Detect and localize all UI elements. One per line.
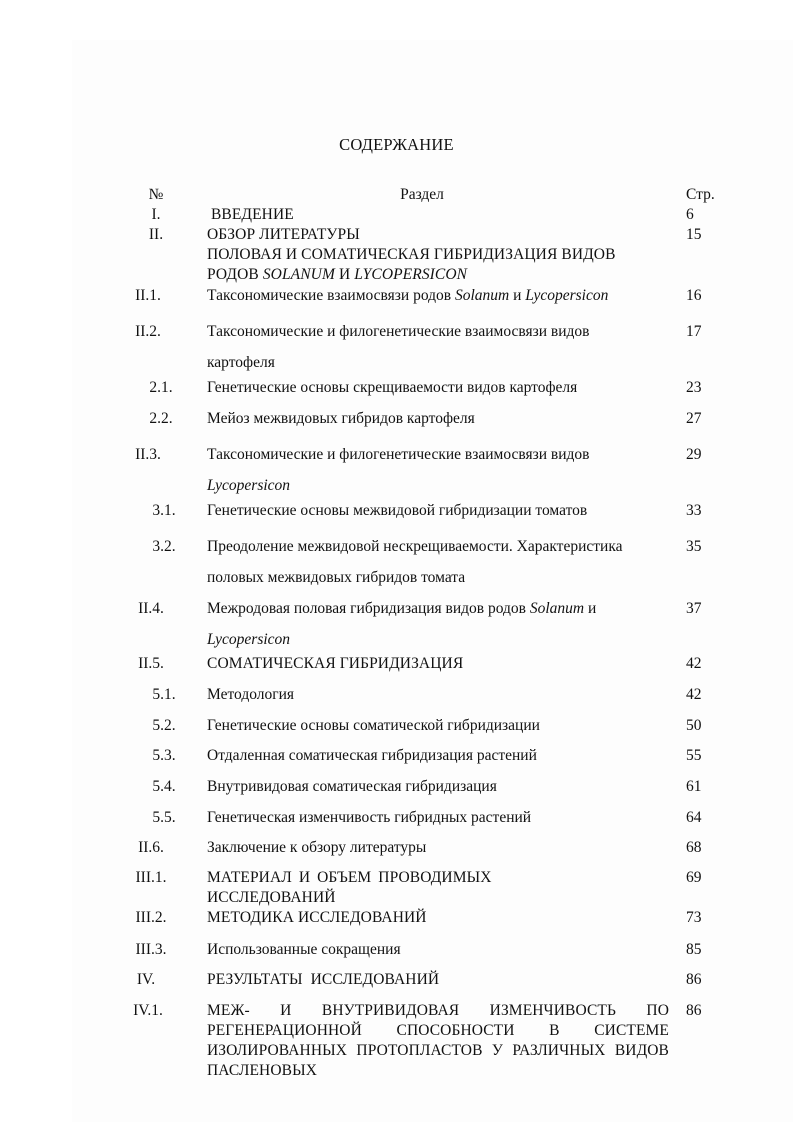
toc-page: 23 [686,379,702,396]
toc-page: 68 [686,839,702,856]
toc-num: I. [151,206,161,223]
toc-num: III.1. [135,869,167,886]
toc-num: III.3. [135,941,167,958]
toc-num: 5.4. [152,778,176,795]
toc-num: II.5. [138,655,164,672]
toc-num: 2.2. [149,410,173,427]
toc-text: Генетические основы межвидовой гибридизации томатов [207,502,588,519]
toc-text: ОБЗОР ЛИТЕРАТУРЫ [207,226,360,243]
page-title: СОДЕРЖАНИЕ [339,135,454,154]
header-section: Раздел [400,186,444,203]
header-page: Стр. [686,186,715,203]
toc-text: Таксономические и филогенетические взаимосвязи видов Lycopersicon [207,446,590,494]
toc-text: Преодоление межвидовой нескрещиваемости. Характеристика половых межвидовых гибридов томата [207,538,623,586]
toc-num: 5.1. [152,686,176,703]
toc-text: Заключение к обзору литературы [207,839,427,856]
toc-page: 86 [686,1002,702,1019]
toc-text: РЕЗУЛЬТАТЫ ИССЛЕДОВАНИЙ [207,971,440,988]
toc-page: 37 [686,600,702,617]
toc-page: 16 [686,287,702,304]
toc-num: II.3. [135,446,161,463]
toc-num: III.2. [135,909,167,926]
toc-page: 15 [686,226,702,243]
toc-num: II.1. [135,287,161,304]
toc-page: 27 [686,410,702,427]
toc-text: Методология [207,686,295,703]
toc-page: 73 [686,909,702,926]
toc-text: Генетические основы соматической гибридизации [207,717,540,734]
toc-text: Генетические основы скрещиваемости видов картофеля [207,379,578,396]
toc-num: II.6. [138,839,164,856]
toc-page: 61 [686,778,702,795]
toc-num: 3.1. [152,502,176,519]
toc-page: 6 [686,206,694,223]
toc-text: Таксономические и филогенетические взаимосвязи видов картофеля [207,323,590,371]
toc-num: II. [148,226,164,243]
toc-page: 35 [686,538,702,555]
toc-num: IV.1. [133,1002,163,1019]
toc-num: II.2. [135,323,161,340]
toc-num: 2.1. [149,379,173,396]
toc-page: 55 [686,747,702,764]
toc-text: Генетическая изменчивость гибридных растений [207,809,532,826]
toc-text: Внутривидовая соматическая гибридизация [207,778,497,795]
toc-text: МАТЕРИАЛ И ОБЪЕМ ПРОВОДИМЫХ ИССЛЕДОВАНИЙ [207,869,492,906]
toc-num: 3.2. [152,538,176,555]
toc-num: 5.5. [152,809,176,826]
toc-text: МЕЖ- И ВНУТРИВИДОВАЯ ИЗМЕНЧИВОСТЬ ПО РЕГЕНЕРАЦИОННОЙ СПОСОБНОСТИ В СИСТЕМЕ ИЗОЛИРОВАННЫХ ПРОТОПЛАСТОВ У РАЗЛИЧНЫХ ВИДОВ ПАСЛЕНОВЫХ [207,1002,669,1079]
toc-text: МЕТОДИКА ИССЛЕДОВАНИЙ [207,909,427,926]
toc-num: 5.3. [152,747,176,764]
toc-page: 29 [686,446,702,463]
toc-text: Таксономические взаимосвязи родов Solanum и Lycopersicon [207,287,609,304]
toc-num: IV. [136,971,156,988]
toc-text: Использованные сокращения [207,941,401,958]
toc-text: СОМАТИЧЕСКАЯ ГИБРИДИЗАЦИЯ [207,655,464,672]
toc-page: 85 [686,941,702,958]
toc-text: Мейоз межвидовых гибридов картофеля [207,410,475,427]
toc-page: 69 [686,869,702,886]
toc-num: II.4. [138,600,164,617]
toc-num: 5.2. [152,717,176,734]
toc-page: 42 [686,686,702,703]
toc-page: 33 [686,502,702,519]
toc-text: Межродовая половая гибридизация видов родов Solanum и Lycopersicon [207,600,597,648]
toc-page: 86 [686,971,702,988]
toc-text: ВВЕДЕНИЕ [207,206,294,223]
toc-subtitle: ПОЛОВАЯ И СОМАТИЧЕСКАЯ ГИБРИДИЗАЦИЯ ВИДОВ РОДОВ SOLANUM И LYCOPERSICON [207,246,616,283]
toc-page: 64 [686,809,702,826]
toc-page: 42 [686,655,702,672]
toc-page: 17 [686,323,702,340]
toc-page: 50 [686,717,702,734]
toc-text: Отдаленная соматическая гибридизация растений [207,747,537,764]
header-num: № [148,186,164,203]
